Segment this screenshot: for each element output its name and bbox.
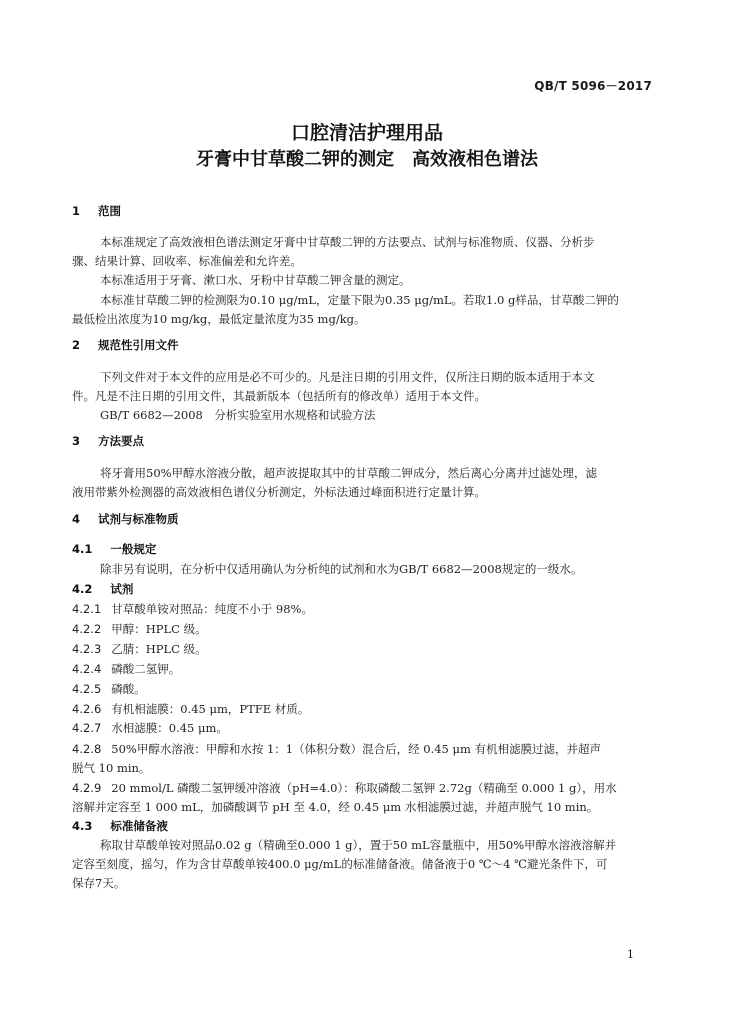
- list-item: [72, 620, 207, 638]
- item-text: 20 mmol/L 磷酸二氢钾缓冲溶液（pH=4.0）：称取磷酸二氢钾 2.72g（精确至 0.000 1 g），用水: [111, 781, 617, 795]
- section-4-1-number: 4.1: [72, 542, 93, 556]
- section-1-heading: [72, 202, 121, 220]
- section-4-1-heading: [72, 540, 156, 558]
- item-number: 4.2.8: [72, 742, 102, 756]
- section-4-3-line1: 称取甘草酸单铵对照品0.02 g（精确至0.000 1 g），置于50 mL容量瓶中，用50%甲醇水溶液溶解并: [100, 838, 617, 852]
- item-text: 甘草酸单铵对照品：纯度不小于 98%。: [111, 602, 313, 616]
- standard-code: QB/T 5096－2017: [534, 79, 652, 93]
- item-text: 磷酸。: [111, 682, 146, 696]
- section-3-para1-line2: 液用带紫外检测器的高效液相色谱仪分析测定，外标法通过峰面积进行定量计算。: [72, 485, 486, 499]
- section-2-title: 规范性引用文件: [98, 338, 179, 352]
- document-title-line1: 口腔清洁护理用品: [290, 122, 443, 144]
- item-text: 50%甲醇水溶液：甲醇和水按 1：1（体积分数）混合后，经 0.45 μm 有机相滤膜过滤，并超声: [111, 742, 602, 756]
- section-4-3-line3: 保存7天。: [72, 876, 126, 890]
- list-item: [72, 640, 207, 658]
- item-number: 4.2.6: [72, 702, 102, 716]
- item-text: 水相滤膜：0.45 μm。: [111, 721, 228, 735]
- section-4-1-title: 一般规定: [110, 542, 157, 556]
- list-item: [72, 700, 309, 718]
- section-4-2-heading: [72, 580, 133, 598]
- item-number: 4.2.2: [72, 622, 102, 636]
- section-1-para3-line1: 本标准甘草酸二钾的检测限为0.10 μg/mL，定量下限为0.35 μg/mL。若取1.0 g样品，甘草酸二钾的: [100, 293, 619, 307]
- section-1-para3-line2: 最低检出浓度为10 mg/kg，最低定量浓度为35 mg/kg。: [72, 312, 366, 326]
- document-title-line2: 牙膏中甘草酸二钾的测定 高效液相色谱法: [196, 149, 538, 170]
- section-1-para2: 本标准适用于牙膏、漱口水、牙粉中甘草酸二钾含量的测定。: [100, 273, 411, 287]
- section-2-para1-line1: 下列文件对于本文件的应用是必不可少的。凡是注日期的引用文件，仅所注日期的版本适用于本文: [100, 370, 595, 384]
- section-4-title: 试剂与标准物质: [98, 512, 179, 526]
- section-4-heading: [72, 510, 179, 528]
- item-text: 有机相滤膜：0.45 μm，PTFE 材质。: [111, 702, 310, 716]
- item-number: 4.2.9: [72, 781, 102, 795]
- item-4-2-9-line2: 溶解并定容至 1 000 mL，加磷酸调节 pH 至 4.0，经 0.45 μm 水相滤膜过滤，并超声脱气 10 min。: [72, 800, 599, 814]
- item-number: 4.2.3: [72, 642, 102, 656]
- section-3-title: 方法要点: [98, 434, 145, 448]
- section-1-number: 1: [72, 204, 81, 218]
- section-2-para1-line2: 件。凡是不注日期的引用文件，其最新版本（包括所有的修改单）适用于本文件。: [72, 389, 486, 403]
- item-text: 乙腈：HPLC 级。: [111, 642, 207, 656]
- item-text: 磷酸二氢钾。: [111, 662, 181, 676]
- list-item: [72, 600, 313, 618]
- item-4-2-8-line1: [72, 740, 601, 758]
- section-3-heading: [72, 432, 144, 450]
- page-number: 1: [627, 948, 634, 961]
- section-2-reference: GB/T 6682—2008 分析实验室用水规格和试验方法: [100, 408, 376, 422]
- section-4-2-number: 4.2: [72, 582, 93, 596]
- item-number: 4.2.7: [72, 721, 102, 735]
- section-2-heading: [72, 336, 179, 354]
- item-text: 甲醇：HPLC 级。: [111, 622, 207, 636]
- list-item: [72, 719, 228, 737]
- section-1-para1-line2: 骤、结果计算、回收率、标准偏差和允许差。: [72, 254, 302, 268]
- section-2-number: 2: [72, 338, 81, 352]
- section-1-title: 范围: [98, 204, 122, 218]
- section-4-1-text: 除非另有说明，在分析中仅适用确认为分析纯的试剂和水为GB/T 6682—2008规定的一级水。: [100, 562, 583, 576]
- section-4-3-number: 4.3: [72, 819, 93, 833]
- section-4-2-title: 试剂: [110, 582, 134, 596]
- section-1-para1-line1: 本标准规定了高效液相色谱法测定牙膏中甘草酸二钾的方法要点、试剂与标准物质、仪器、分析步: [100, 235, 595, 249]
- section-3-number: 3: [72, 434, 81, 448]
- item-number: 4.2.4: [72, 662, 102, 676]
- list-item: [72, 680, 146, 698]
- item-4-2-8-line2: 脱气 10 min。: [72, 761, 151, 775]
- list-item: [72, 660, 180, 678]
- item-number: 4.2.5: [72, 682, 102, 696]
- section-3-para1-line1: 将牙膏用50%甲醇水溶液分散，超声波提取其中的甘草酸二钾成分，然后离心分离并过滤处理，滤: [100, 466, 598, 480]
- section-4-3-heading: [72, 817, 168, 835]
- item-number: 4.2.1: [72, 602, 102, 616]
- section-4-number: 4: [72, 512, 81, 526]
- section-4-3-title: 标准储备液: [110, 819, 168, 833]
- section-4-3-line2: 定容至刻度，摇匀，作为含甘草酸单铵400.0 μg/mL的标准储备液。储备液于0 ℃～4 ℃避光条件下，可: [72, 857, 608, 871]
- item-4-2-9-line1: [72, 779, 617, 797]
